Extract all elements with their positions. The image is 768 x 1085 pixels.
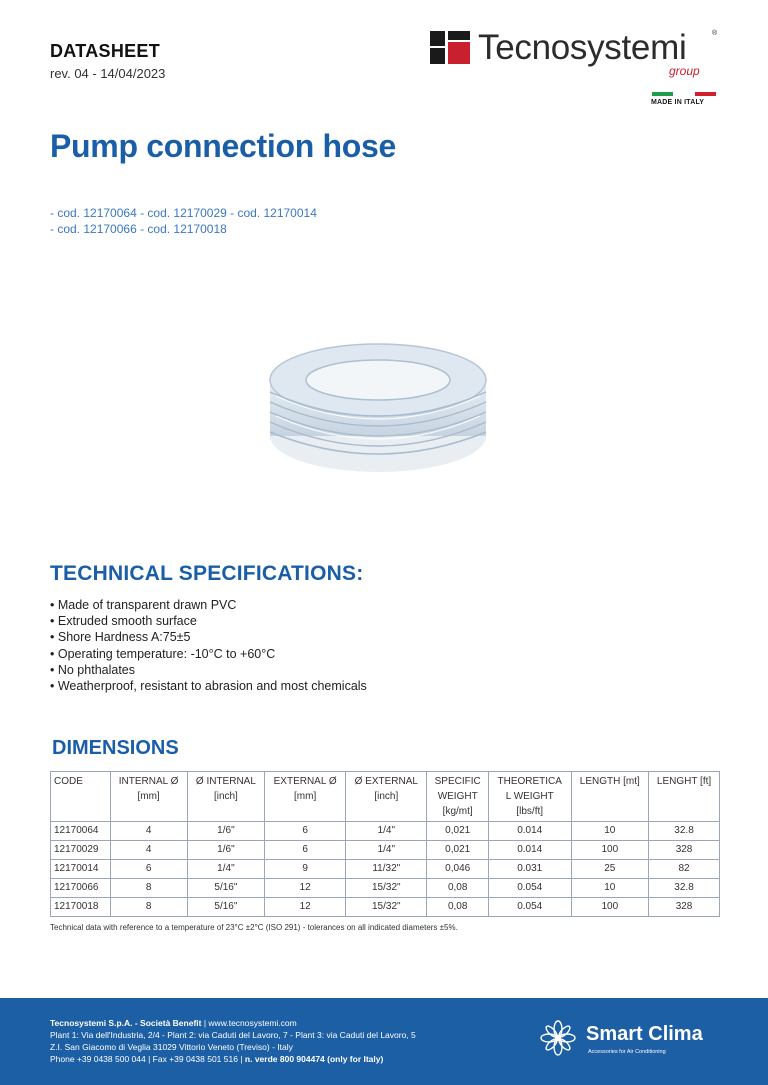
footer-address: Z.I. San Giacomo di Veglia 31029 Vittorio Veneto (Treviso) - Italy bbox=[50, 1042, 293, 1052]
table-cell: 5/16" bbox=[187, 898, 265, 917]
table-cell: 15/32" bbox=[346, 879, 427, 898]
phone-fax: Phone +39 0438 500 044 | Fax +39 0438 501 516 | bbox=[50, 1054, 243, 1064]
table-cell: 0.031 bbox=[488, 860, 571, 879]
footer-company-line bbox=[50, 1018, 297, 1028]
table-cell: 4 bbox=[110, 841, 187, 860]
table-cell: 0.014 bbox=[488, 822, 571, 841]
table-cell: 12170014 bbox=[51, 860, 111, 879]
table-row bbox=[51, 860, 720, 879]
registered-mark: ® bbox=[712, 30, 718, 37]
table-cell: 12170029 bbox=[51, 841, 111, 860]
hose-coil-image bbox=[262, 340, 494, 480]
table-row bbox=[51, 822, 720, 841]
smart-clima-tagline: Accessories for Air Conditioning bbox=[588, 1049, 666, 1055]
product-codes-line: - cod. 12170064 - cod. 12170029 - cod. 12170014 bbox=[50, 206, 317, 220]
table-cell: 328 bbox=[649, 898, 720, 917]
table-cell: 0.054 bbox=[488, 898, 571, 917]
table-cell: 1/4" bbox=[346, 841, 427, 860]
revision-date: rev. 04 - 14/04/2023 bbox=[50, 66, 166, 81]
spec-item: • Weatherproof, resistant to abrasion and most chemicals bbox=[50, 678, 367, 694]
brand-name: Tecnosystemi bbox=[478, 28, 687, 67]
column-header: THEORETICA L WEIGHT [lbs/ft] bbox=[488, 772, 571, 822]
dimensions-heading: DIMENSIONS bbox=[52, 737, 179, 759]
table-cell: 1/6" bbox=[187, 822, 265, 841]
column-header: EXTERNAL Ø [mm] bbox=[265, 772, 346, 822]
table-cell: 10 bbox=[571, 822, 649, 841]
spec-item: • Shore Hardness A:75±5 bbox=[50, 629, 367, 645]
table-footnote: Technical data with reference to a temperature of 23°C ±2°C (ISO 291) - tolerances on all indicated diameters ±5%. bbox=[50, 923, 458, 932]
page-title: Pump connection hose bbox=[50, 128, 397, 164]
column-header: Ø INTERNAL [inch] bbox=[187, 772, 265, 822]
document-type: DATASHEET bbox=[50, 41, 161, 61]
table-cell: 6 bbox=[110, 860, 187, 879]
smart-clima-name: Smart Clima bbox=[586, 1023, 703, 1045]
table-row bbox=[51, 841, 720, 860]
company-name: Tecnosystemi S.p.A. - Società Benefit bbox=[50, 1018, 202, 1028]
table-cell: 0,046 bbox=[427, 860, 488, 879]
table-cell: 15/32" bbox=[346, 898, 427, 917]
column-header: SPECIFIC WEIGHT [kg/mt] bbox=[427, 772, 488, 822]
table-cell: 32.8 bbox=[649, 822, 720, 841]
table-cell: 12 bbox=[265, 898, 346, 917]
made-in-italy-label: MADE IN ITALY bbox=[651, 99, 705, 106]
toll-free-number: n. verde 800 904474 (only for Italy) bbox=[244, 1054, 384, 1064]
table-cell: 82 bbox=[649, 860, 720, 879]
specs-heading: TECHNICAL SPECIFICATIONS: bbox=[50, 562, 364, 585]
table-cell: 12 bbox=[265, 879, 346, 898]
table-cell: 5/16" bbox=[187, 879, 265, 898]
table-cell: 11/32" bbox=[346, 860, 427, 879]
table-cell: 8 bbox=[110, 879, 187, 898]
table-cell: 4 bbox=[110, 822, 187, 841]
column-header: LENGTH [mt] bbox=[571, 772, 649, 822]
table-cell: 6 bbox=[265, 822, 346, 841]
table-header-row bbox=[51, 772, 720, 822]
table-row bbox=[51, 898, 720, 917]
table-cell: 0,08 bbox=[427, 898, 488, 917]
column-header: Ø EXTERNAL [inch] bbox=[346, 772, 427, 822]
table-cell: 100 bbox=[571, 841, 649, 860]
table-cell: 1/6" bbox=[187, 841, 265, 860]
table-cell: 10 bbox=[571, 879, 649, 898]
table-cell: 9 bbox=[265, 860, 346, 879]
table-cell: 0.054 bbox=[488, 879, 571, 898]
brand-group: group bbox=[669, 64, 700, 78]
column-header: LENGHT [ft] bbox=[649, 772, 720, 822]
footer-plants: Plant 1: Via dell'Industria, 2/4 - Plant 2: via Caduti del Lavoro, 7 - Plant 3: via Caduti del Lavoro, 5 bbox=[50, 1030, 416, 1040]
table-cell: 0,021 bbox=[427, 841, 488, 860]
table-cell: 0.014 bbox=[488, 841, 571, 860]
table-cell: 8 bbox=[110, 898, 187, 917]
table-cell: 32.8 bbox=[649, 879, 720, 898]
footer-contacts-line bbox=[50, 1054, 383, 1064]
table-cell: 0,021 bbox=[427, 822, 488, 841]
italian-flag-icon bbox=[652, 92, 716, 96]
website-link[interactable]: | www.tecnosystemi.com bbox=[203, 1018, 297, 1028]
spec-item: • Operating temperature: -10°C to +60°C bbox=[50, 646, 367, 662]
spec-item: • Made of transparent drawn PVC bbox=[50, 597, 367, 613]
table-cell: 0,08 bbox=[427, 879, 488, 898]
table-cell: 25 bbox=[571, 860, 649, 879]
specs-list bbox=[50, 597, 367, 694]
smart-clima-flower-icon bbox=[540, 1020, 576, 1056]
table-cell: 12170066 bbox=[51, 879, 111, 898]
column-header: CODE bbox=[51, 772, 111, 822]
table-cell: 1/4" bbox=[187, 860, 265, 879]
table-cell: 1/4" bbox=[346, 822, 427, 841]
spec-item: • No phthalates bbox=[50, 662, 367, 678]
table-cell: 6 bbox=[265, 841, 346, 860]
table-row bbox=[51, 879, 720, 898]
product-codes-line: - cod. 12170066 - cod. 12170018 bbox=[50, 222, 227, 236]
spec-item: • Extruded smooth surface bbox=[50, 613, 367, 629]
table-cell: 12170018 bbox=[51, 898, 111, 917]
dimensions-table bbox=[50, 771, 720, 917]
column-header: INTERNAL Ø [mm] bbox=[110, 772, 187, 822]
table-cell: 12170064 bbox=[51, 822, 111, 841]
table-cell: 328 bbox=[649, 841, 720, 860]
table-cell: 100 bbox=[571, 898, 649, 917]
